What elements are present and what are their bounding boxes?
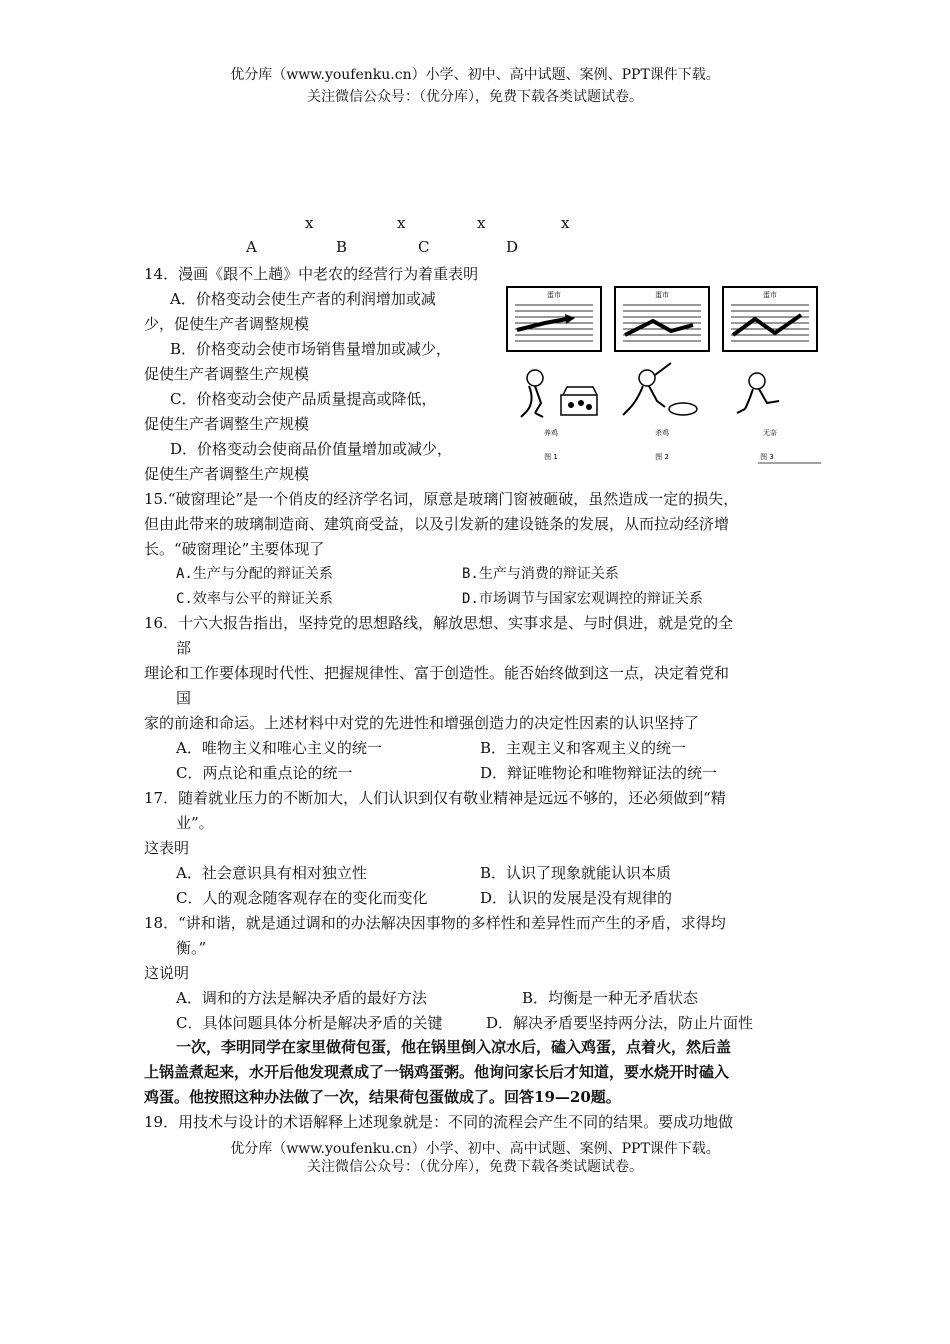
q14-option-c-line2: 促使生产者调整生产规模 bbox=[144, 415, 310, 433]
panel-1-farmer-head bbox=[527, 370, 543, 386]
panel-2-knife-icon bbox=[655, 363, 671, 375]
q16-line-2: 理论和工作要体现时代性、把握规律性、富于创造性。能否始终做到这一点，决定着党和 bbox=[144, 664, 730, 682]
q19-line-1: 19．用技术与设计的术语解释上述现象就是：不同的流程会产生不同的结果。要成功地做 bbox=[144, 1113, 734, 1131]
q17-line-1: 17．随着就业压力的不断加大，人们认识到仅有敬业精神是远远不够的，还必须做到“精 bbox=[144, 789, 726, 807]
panel-2-farmer-head bbox=[639, 370, 655, 386]
panel-1-label: 养鸡 bbox=[544, 429, 558, 437]
q16-line-1-wrap: 部 bbox=[176, 639, 192, 657]
panel-3-farmer-body bbox=[737, 389, 779, 413]
panel-2-board-title: 蛋市 bbox=[655, 291, 669, 299]
passage-line-2: 上锅盖煮起来，水开后他发现煮成了一锅鸡蛋粥。他询问家长后才知道，要水烧开时磕入 bbox=[144, 1063, 730, 1081]
panel-2-fig-label: 图 2 bbox=[655, 453, 669, 461]
option-letter-b: B bbox=[336, 238, 348, 256]
q16-line-2-wrap: 国 bbox=[176, 689, 192, 707]
cartoon-panel-1 bbox=[507, 287, 601, 461]
panel-3-label: 无奈 bbox=[763, 429, 777, 437]
header-line-1: 优分库（www.youfenku.cn）小学、初中、高中试题、案例、PPT课件下载。 bbox=[230, 67, 720, 83]
q14-option-d-line1: D．价格变动会使商品价值量增加或减少， bbox=[170, 440, 453, 458]
panel-2-chicken bbox=[669, 403, 697, 415]
passage-line-1: 一次，李明同学在家里做荷包蛋，他在锅里倒入凉水后，磕入鸡蛋，点着火，然后盖 bbox=[176, 1038, 732, 1056]
q17-option-c: C．人的观念随客观存在的变化而变化 bbox=[176, 889, 428, 907]
q16-option-a: A．唯物主义和唯心主义的统一 bbox=[176, 739, 382, 757]
q16-line-3: 家的前途和命运。上述材料中对党的先进性和增强创造力的决定性因素的认识坚持了 bbox=[144, 714, 700, 732]
q18-line-1-wrap: 衡。” bbox=[176, 939, 207, 957]
q15-option-d: D.市场调节与国家宏观调控的辩证关系 bbox=[462, 591, 703, 607]
q16-line-1: 16．十六大报告指出，坚持党的思想路线，解放思想、实事求是、与时俱进，就是党的全 bbox=[144, 614, 734, 632]
panel-2-farmer-body bbox=[623, 386, 665, 415]
q17-option-a: A．社会意识具有相对独立性 bbox=[176, 864, 367, 882]
panel-2-label: 杀鸡 bbox=[655, 429, 669, 437]
q14-option-a-line1: A．价格变动会使生产者的利润增加或减 bbox=[170, 290, 436, 308]
option-letter-c: C bbox=[418, 238, 430, 256]
q15-line-1: 15.“破窗理论”是一个俏皮的经济学名词，原意是玻璃门窗被砸破，虽然造成一定的损失， bbox=[144, 490, 739, 508]
q14-stem: 14．漫画《跟不上趟》中老农的经营行为着重表明 bbox=[144, 265, 479, 283]
option-x-c: x bbox=[477, 214, 486, 232]
footer-line-2: 关注微信公众号：（优分库），免费下载各类试题试卷。 bbox=[307, 1159, 643, 1175]
q18-option-c: C．具体问题具体分析是解决矛盾的关键 bbox=[176, 1014, 443, 1032]
footer-line-1: 优分库（www.youfenku.cn）小学、初中、高中试题、案例、PPT课件下载。 bbox=[230, 1141, 720, 1157]
q15-line-2: 但由此带来的玻璃制造商、建筑商受益，以及引发新的建设链条的发展，从而拉动经济增 bbox=[144, 515, 730, 533]
header-line-2: 关注微信公众号：（优分库），免费下载各类试题试卷。 bbox=[307, 89, 643, 105]
option-letter-d: D bbox=[506, 238, 519, 256]
option-x-d: x bbox=[561, 214, 570, 232]
q18-option-d: D．解决矛盾要坚持两分法，防止片面性 bbox=[486, 1014, 754, 1032]
q16-option-b: B．主观主义和客观主义的统一 bbox=[480, 739, 687, 757]
q15-option-c: C.效率与公平的辩证关系 bbox=[176, 591, 333, 607]
q18-line-1: 18．“讲和谐，就是通过调和的办法解决因事物的多样性和差异性而产生的矛盾，求得均 bbox=[144, 914, 726, 932]
panel-1-board-title: 蛋市 bbox=[547, 291, 561, 299]
passage-line-3: 鸡蛋。他按照这种办法做了一次，结果荷包蛋做成了。回答19—20题。 bbox=[144, 1088, 621, 1106]
q15-option-a: A.生产与分配的辩证关系 bbox=[176, 566, 333, 582]
q14-option-b-line1: B．价格变动会使市场销售量增加或减少， bbox=[170, 340, 452, 358]
option-letter-a: A bbox=[246, 238, 257, 256]
q18-option-b: B．均衡是一种无矛盾状态 bbox=[522, 989, 699, 1007]
q17-option-d: D．认识的发展是没有规律的 bbox=[480, 889, 673, 907]
cartoon-figure bbox=[505, 283, 823, 466]
cartoon-panel-2 bbox=[615, 287, 709, 461]
option-x-b: x bbox=[397, 214, 406, 232]
q16-option-c: C．两点论和重点论的统一 bbox=[176, 764, 353, 782]
q16-option-d: D．辩证唯物论和唯物辩证法的统一 bbox=[480, 764, 718, 782]
panel-1-fig-label: 图 1 bbox=[544, 453, 558, 461]
q15-line-3: 长。“破窗理论”主要体现了 bbox=[144, 540, 325, 558]
cartoon-panel-3 bbox=[723, 287, 821, 463]
q17-line-1-wrap: 业”。 bbox=[176, 814, 214, 832]
panel-3-board-title: 蛋市 bbox=[763, 291, 777, 299]
q18-option-a: A．调和的方法是解决矛盾的最好方法 bbox=[176, 989, 427, 1007]
q17-line-2: 这表明 bbox=[144, 839, 190, 857]
q17-option-b: B．认识了现象就能认识本质 bbox=[480, 864, 672, 882]
q14-option-c-line1: C．价格变动会使产品质量提高或降低， bbox=[170, 390, 437, 408]
q18-line-2: 这说明 bbox=[144, 964, 190, 982]
q14-option-b-line2: 促使生产者调整生产规模 bbox=[144, 365, 310, 383]
q15-option-b: B.生产与消费的辩证关系 bbox=[462, 566, 619, 582]
q14-option-a-line2: 少，促使生产者调整规模 bbox=[144, 315, 310, 333]
panel-1-farmer-body bbox=[521, 386, 543, 417]
panel-3-fig-label: 图 3 bbox=[760, 453, 774, 461]
option-x-a: x bbox=[305, 214, 314, 232]
panel-3-farmer-head bbox=[749, 373, 765, 389]
q14-option-d-line2: 促使生产者调整生产规模 bbox=[144, 465, 310, 483]
